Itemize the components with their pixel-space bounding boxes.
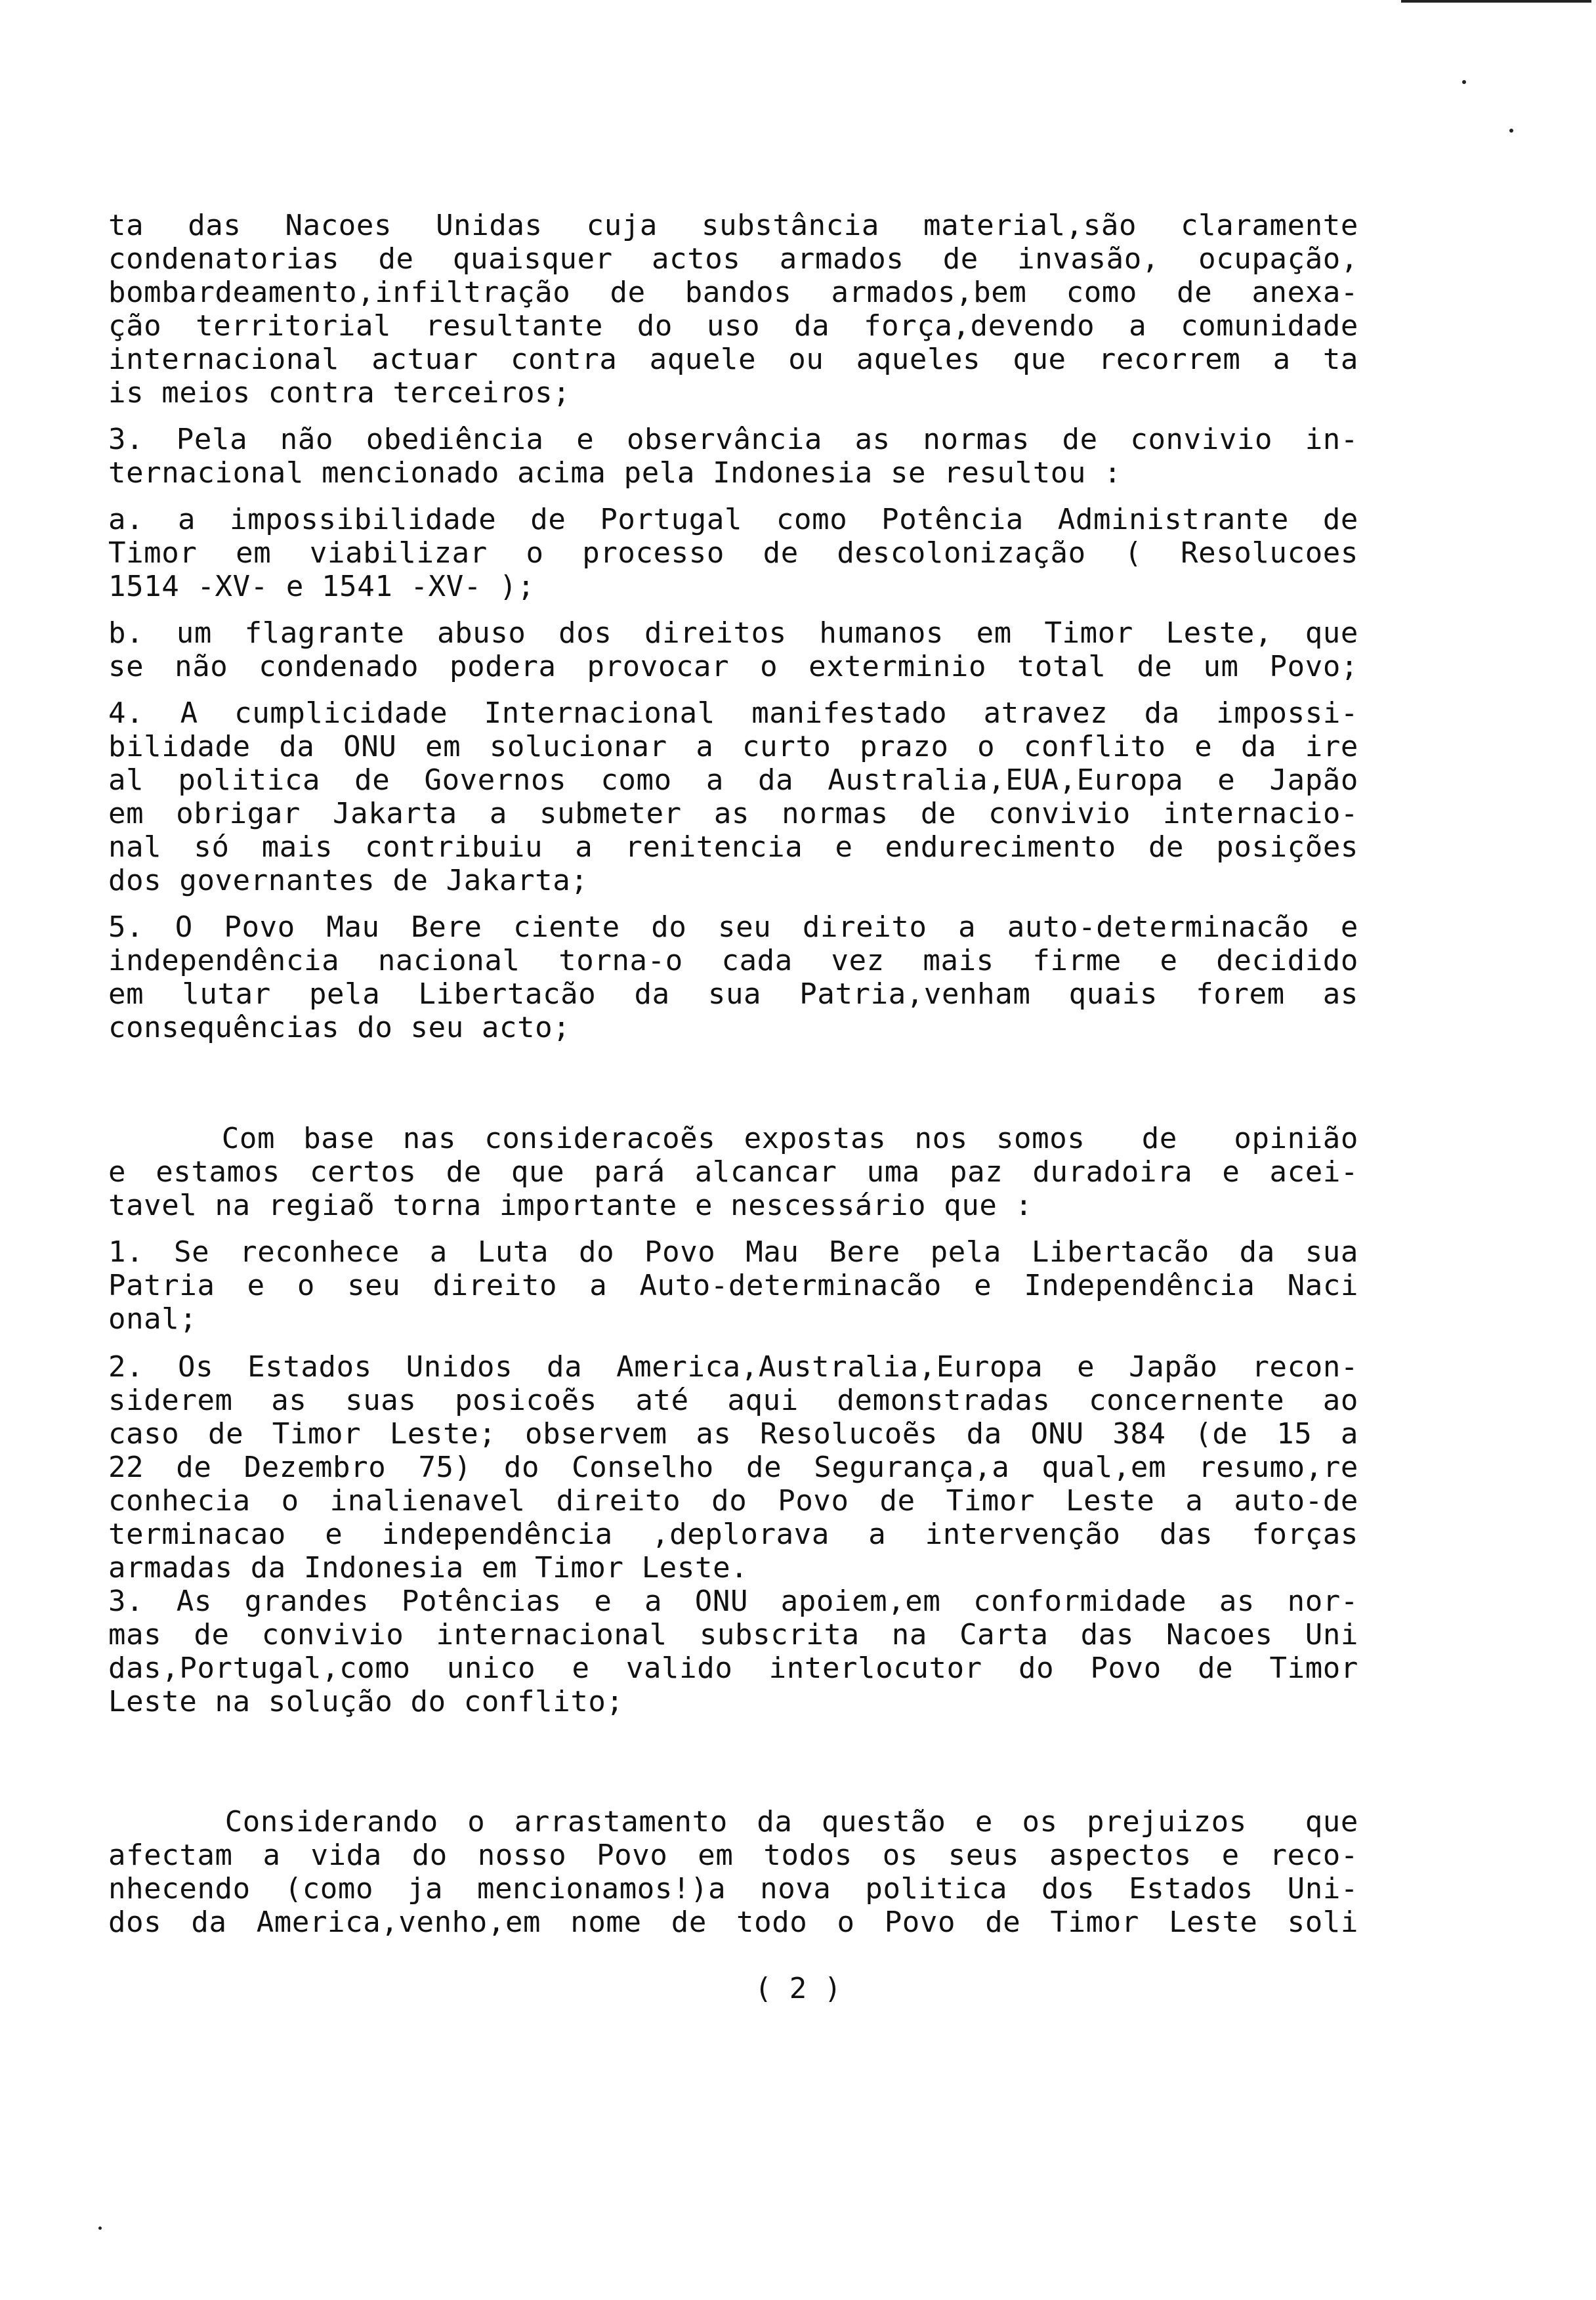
text-line: tavel na regiaõ torna importante e nescessário que : — [108, 1189, 1033, 1222]
text-line: bombardeamento,infiltração de bandos armados,bem como de anexa- — [108, 276, 1358, 309]
text-line: condenatorias de quaisquer actos armados de invasão, ocupação, — [108, 242, 1358, 276]
top-edge-rule — [1401, 0, 1591, 3]
document-body — [108, 209, 1358, 1939]
text-line: ta das Nacoes Unidas cuja substância material,são claramente — [108, 209, 1358, 242]
text-line: conhecia o inalienavel direito do Povo de Timor Leste a auto-de — [108, 1484, 1358, 1518]
text-line: 3. Pela não obediência e observância as normas de convivio in- — [108, 423, 1358, 456]
paragraph-item-4 — [108, 696, 1358, 897]
text-line: dos da America,venho,em nome de todo o Povo de Timor Leste soli — [108, 1906, 1358, 1939]
text-line: 5. O Povo Mau Bere ciente do seu direito a auto-determinacão e — [108, 910, 1358, 944]
text-line: dos governantes de Jakarta; — [108, 864, 589, 897]
paragraph-item-3 — [108, 423, 1358, 490]
text-line: Com base nas consideracoẽs expostas nos somos de opinião — [108, 1122, 1358, 1155]
paragraph-closing — [108, 1805, 1358, 1939]
text-line: das,Portugal,como unico e valido interlocutor do Povo de Timor — [108, 1651, 1358, 1685]
text-line: ção territorial resultante do uso da força,devendo a comunidade — [108, 309, 1358, 343]
text-line: 4. A cumplicidade Internacional manifestado atravez da impossi- — [108, 696, 1358, 730]
text-line: mas de convivio internacional subscrita na Carta das Nacoes Uni — [108, 1618, 1358, 1651]
paragraph-point-3 — [108, 1585, 1358, 1718]
paragraph-considerations — [108, 1122, 1358, 1222]
text-line: armadas da Indonesia em Timor Leste. — [108, 1551, 749, 1585]
text-line: Timor em viabilizar o processo de descolonização ( Resolucoes — [108, 536, 1358, 570]
paragraph-item-5 — [108, 910, 1358, 1044]
text-line: 2. Os Estados Unidos da America,Australia,Europa e Japão recon- — [108, 1350, 1358, 1384]
text-line: is meios contra terceiros; — [108, 376, 571, 410]
scan-speck — [1509, 129, 1513, 133]
text-line: 3. As grandes Potências e a ONU apoiem,em conformidade as nor- — [108, 1585, 1358, 1618]
paragraph-point-2 — [108, 1350, 1358, 1585]
text-line: onal; — [108, 1302, 198, 1336]
paragraph-point-1 — [108, 1235, 1358, 1336]
paragraph-item-3b — [108, 616, 1358, 683]
text-line: Considerando o arrastamento da questão e os prejuizos que — [108, 1805, 1358, 1839]
scan-speck — [1462, 80, 1466, 84]
text-line: caso de Timor Leste; observem as Resolucoẽs da ONU 384 (de 15 a — [108, 1417, 1358, 1451]
text-line: a. a impossibilidade de Portugal como Potência Administrante de — [108, 503, 1358, 536]
text-line: e estamos certos de que pará alcancar uma paz duradoira e acei- — [108, 1155, 1358, 1189]
scan-speck — [98, 2226, 102, 2230]
text-line: al politica de Governos como a da Australia,EUA,Europa e Japão — [108, 763, 1358, 797]
text-line: siderem as suas posicoẽs até aqui demonstradas concernente ao — [108, 1384, 1358, 1417]
text-line: bilidade da ONU em solucionar a curto prazo o conflito e da ire — [108, 730, 1358, 763]
text-line: terminacao e independência ,deplorava a intervenção das forças — [108, 1518, 1358, 1551]
text-line: se não condenado podera provocar o exterminio total de um Povo; — [108, 650, 1358, 683]
text-line: nal só mais contribuiu a renitencia e endurecimento de posições — [108, 830, 1358, 864]
text-line: 1. Se reconhece a Luta do Povo Mau Bere pela Libertacão da sua — [108, 1235, 1358, 1269]
text-line: ternacional mencionado acima pela Indonesia se resultou : — [108, 456, 1122, 490]
text-line: internacional actuar contra aquele ou aqueles que recorrem a ta — [108, 343, 1358, 376]
text-line: b. um flagrante abuso dos direitos humanos em Timor Leste, que — [108, 616, 1358, 650]
page-number: ( 2 ) — [754, 1972, 842, 2005]
text-line: 1514 -XV- e 1541 -XV- ); — [108, 570, 536, 603]
text-line: independência nacional torna-o cada vez mais firme e decidido — [108, 944, 1358, 977]
text-line: em lutar pela Libertacão da sua Patria,venham quais forem as — [108, 977, 1358, 1011]
paragraph-item-3a — [108, 503, 1358, 603]
text-line: em obrigar Jakarta a submeter as normas de convivio internacio- — [108, 797, 1358, 830]
paragraph-intro-continuation — [108, 209, 1358, 410]
text-line: Patria e o seu direito a Auto-determinacão e Independência Naci — [108, 1269, 1358, 1302]
text-line: afectam a vida do nosso Povo em todos os seus aspectos e reco- — [108, 1839, 1358, 1872]
text-line: 22 de Dezembro 75) do Conselho de Segurança,a qual,em resumo,re — [108, 1451, 1358, 1484]
text-line: consequências do seu acto; — [108, 1011, 571, 1044]
text-line: Leste na solução do conflito; — [108, 1685, 624, 1718]
text-line: nhecendo (como ja mencionamos!)a nova politica dos Estados Uni- — [108, 1872, 1358, 1906]
